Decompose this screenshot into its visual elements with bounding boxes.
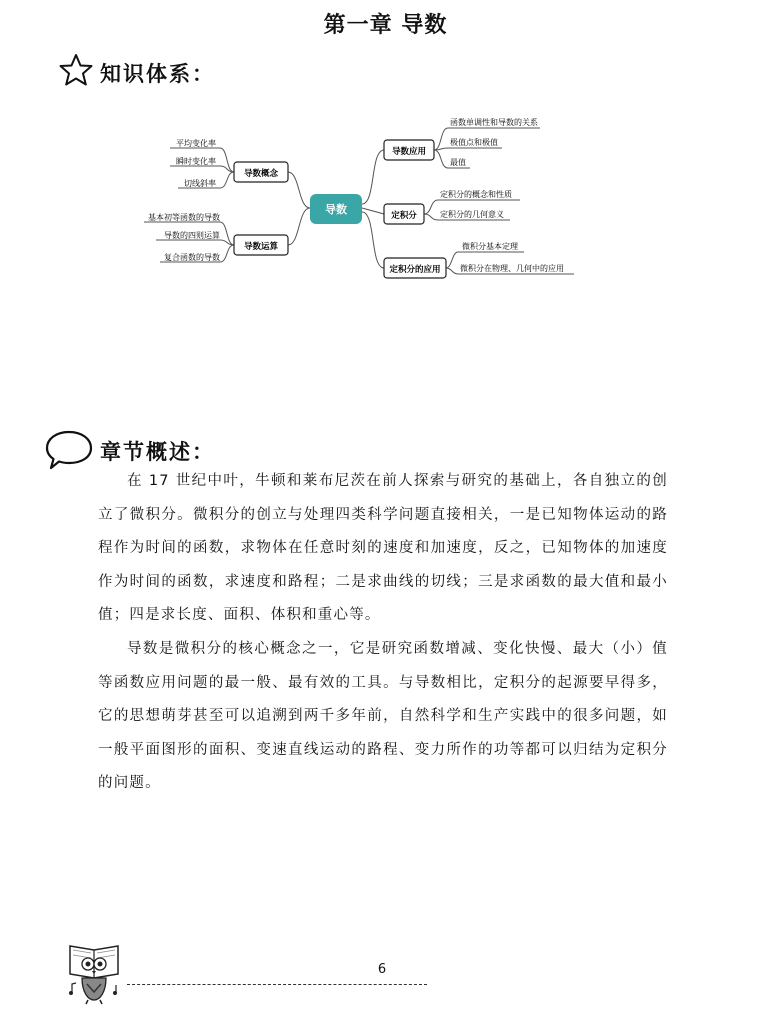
overview-text [98, 465, 668, 801]
leaf-integral-geometry: 定积分的几何意义 [440, 210, 504, 219]
owl-reading-book-icon [64, 940, 126, 1006]
footer-dashed-line [127, 984, 427, 985]
leaf-extrema: 极值点和极值 [450, 138, 498, 147]
leaf-instant-rate: 瞬时变化率 [176, 157, 216, 166]
node-derivative-application: 导数应用 [391, 147, 427, 157]
leaf-monotonicity: 函数单调性和导数的关系 [450, 118, 538, 127]
leaf-four-operations: 导数的四则运算 [164, 231, 220, 240]
overview-paragraph-2: 导数是微积分的核心概念之一，它是研究函数增减、变化快慢、最大（小）值等函数应用问题的最一般、最有效的工具。与导数相比，定积分的起源要早得多，它的思想萌芽甚至可以追溯到两千多年前，自然科学和生产实践中的很多问题，如一般平面图形的面积、变速直线运动的路程、变力所作的功等都可以归结为定积分的问题。 [98, 640, 668, 792]
center-node-label: 导数 [325, 203, 347, 216]
chapter-title: 第一章 导数 [323, 12, 448, 38]
page-number: 6 [377, 962, 387, 977]
speech-bubble-icon [44, 428, 94, 472]
node-integral-application: 定积分的应用 [389, 265, 441, 275]
leaf-physics-geometry-application: 微积分在物理、几何中的应用 [460, 264, 564, 273]
node-definite-integral: 定积分 [391, 211, 417, 221]
node-derivative-operation: 导数运算 [243, 242, 279, 252]
chapter-overview-heading: 章节概述： [100, 439, 215, 464]
mind-map [140, 108, 590, 283]
star-icon [58, 52, 94, 88]
leaf-fundamental-theorem: 微积分基本定理 [462, 242, 518, 251]
node-derivative-concept: 导数概念 [243, 169, 279, 179]
leaf-basic-function-derivative: 基本初等函数的导数 [148, 213, 220, 222]
leaf-max-min: 最值 [450, 158, 466, 167]
mind-map-svg [140, 108, 590, 283]
leaf-integral-concept: 定积分的概念和性质 [440, 190, 512, 199]
leaf-average-rate: 平均变化率 [176, 139, 216, 148]
leaf-tangent-slope: 切线斜率 [184, 179, 216, 188]
overview-paragraph-1: 在 17 世纪中叶，牛顿和莱布尼茨在前人探索与研究的基础上，各自独立的创立了微积分。微积分的创立与处理四类科学问题直接相关，一是已知物体运动的路程作为时间的函数，求物体在任意时刻的速度和加速度，反之，已知物体的加速度作为时间的函数，求速度和路程；二是求曲线的切线；三是求函数的最大值和最小值；四是求长度、面积、体积和重心等。 [98, 473, 668, 624]
knowledge-system-heading: 知识体系： [100, 61, 215, 86]
leaf-composite-derivative: 复合函数的导数 [164, 253, 220, 262]
